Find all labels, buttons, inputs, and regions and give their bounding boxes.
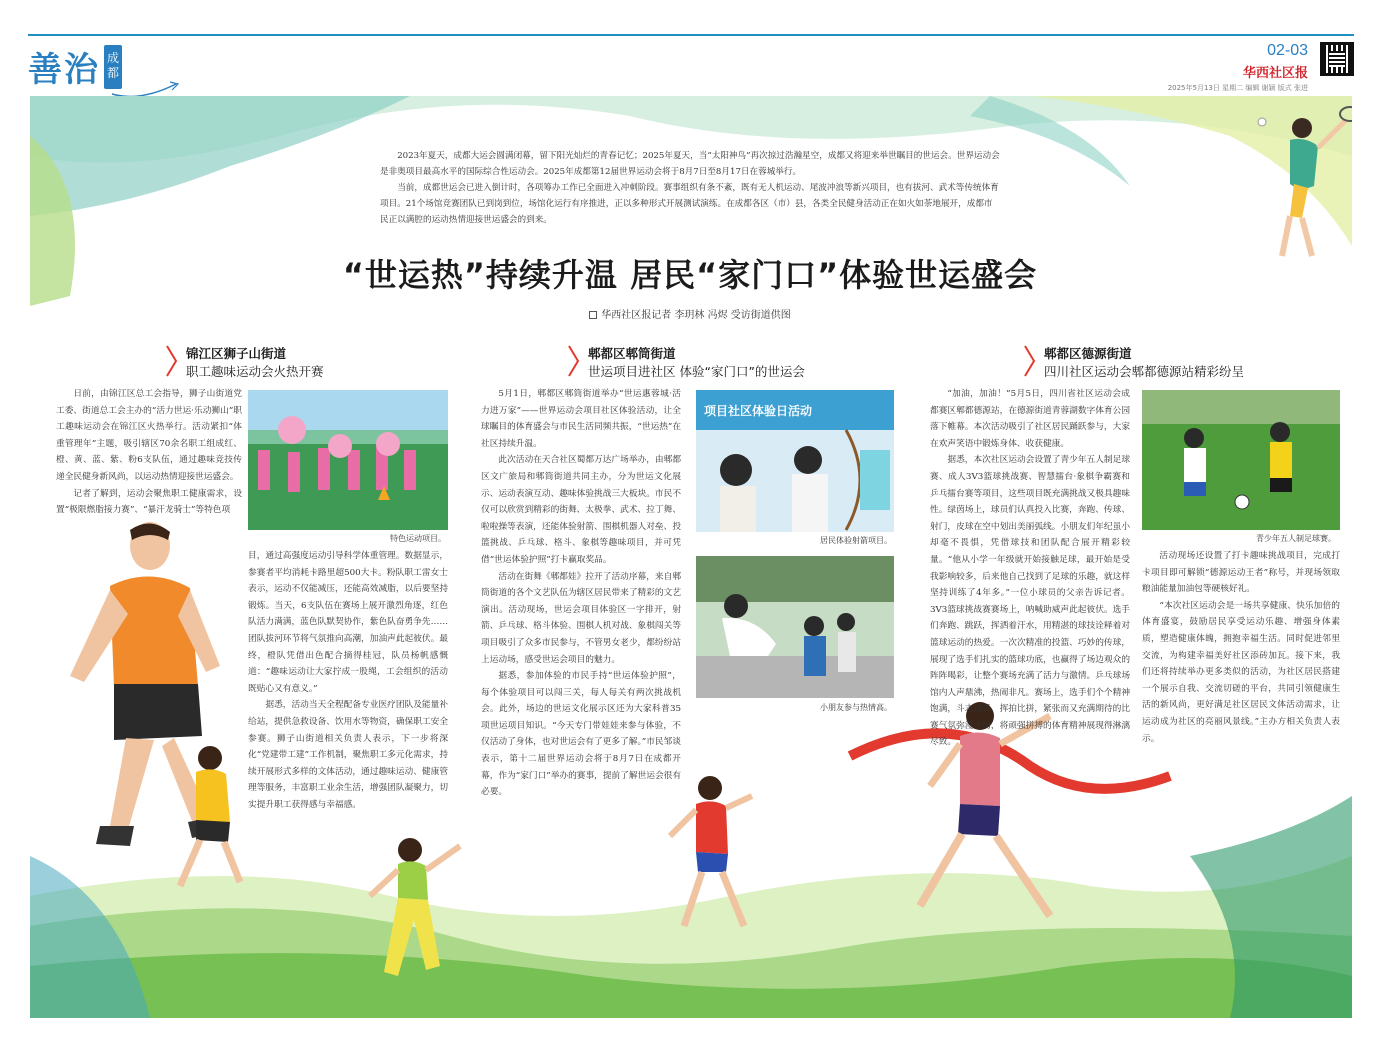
section-2-photo-1: [696, 390, 894, 532]
section-3-photo: [1142, 390, 1340, 530]
section-1-subtitle: 职工趣味运动会火热开赛: [186, 364, 324, 379]
brand-logo: [28, 42, 122, 91]
section-3-subtitle: 四川社区运动会郫都德源站精彩纷呈: [1044, 364, 1245, 379]
section-1-paragraph-1: 日前，由锦江区总工会指导，狮子山街道党工委、街道总工会主办的“活力世运·乐动狮山”职工趣味运动会在锦江区火热举行。活动紧扣“体重管理年”主题，吸引辖区70余名职工组成红、橙、黄、蓝、紫、粉6支队伍，通过趣味竞技传递全民健身新风尚，以运动热情迎接世运盛会。: [56, 389, 242, 482]
runner-woman-yellow-illustration: [180, 746, 240, 886]
section-3-paragraph-4: “本次社区运动会是一场共享健康、快乐加倍的体育盛宴，鼓励居民享受运动乐趣、增强身体素质，塑造健康体魄，拥抱幸福生活。同时促进邻里交流，为构建幸福美好社区添砖加瓦。接下来，我们还将持续举办更多类似的活动，为社区居民搭建一个展示自我、交流切磋的平台，共同引领健康生活的新风尚，更好满足社区居民文体活动需求，让运动成为社区的亮丽风景线。”主办方相关负责人表示。: [1142, 600, 1340, 744]
byline-text: 华西社区报记者 李玥林 冯烬 受访街道供图: [601, 310, 791, 321]
issue-info: [1168, 42, 1308, 93]
section-2-photo-2: [696, 556, 894, 698]
section-3-paragraph-3: 活动现场还设置了打卡趣味挑战项目，完成打卡项目即可解锁“德源运动王者”称号，并现场领取粮油能量加油包等硬核好礼。: [1142, 551, 1340, 595]
section-3-title: 郫都区德源街道: [1044, 346, 1132, 361]
section-1-column-a: [56, 386, 242, 519]
section-1-title: 锦江区狮子山街道: [186, 346, 287, 361]
section-chevron-icon: [1022, 344, 1036, 378]
section-2-photo-2-caption: 小朋友参与热情高。: [820, 703, 892, 712]
section-1-photo-caption: 特色运动项目。: [390, 534, 446, 543]
section-3-photo-caption: 青少年五人制足球赛。: [1256, 534, 1336, 543]
section-2-paragraph-3: 活动在街舞《郫都娃》拉开了活动序幕，来自郫筒街道的各个文艺队伍为辖区居民带来了精彩的文艺演出。活动现场，世运会项目体验区一字排开，射箭、乒乓球、格斗体验、围棋人机对战、象棋闯关等项目吸引了众多市民参与，不管男女老少，都纷纷站上运动场，感受世运会项目的魅力。: [481, 571, 681, 665]
qr-code-icon: [1320, 42, 1354, 76]
section-2-paragraph-2: 此次活动在天合社区蜀都万达广场举办，由郫都区文广旅局和郫筒街道共同主办，分为世运文化展示、运动表演互动、趣味体验挑战三大板块。市民不仅可以欣赏到精彩的街舞、太极拳、武术、拉丁舞、啦啦操等表演，还能体验射箭、围棋机器人对垒、投篮挑战、乒乓球、格斗、象棋等趣味项目，并可凭借“世运体验护照”打卡赢取奖品。: [481, 455, 681, 565]
brand-tag: 成都: [104, 45, 122, 89]
byline-marker-icon: [589, 311, 597, 319]
section-3-column-a: [930, 386, 1130, 751]
headline: “世运热”持续升温 居民“家门口”体验世运盛会: [342, 256, 1038, 294]
intro-paragraph-1: 2023年夏天，成都大运会圆满闭幕，留下阳光灿烂的青春记忆；2025年夏天，当“太阳神鸟”再次掠过浩瀚星空，成都又将迎来举世瞩目的世运会。世界运动会是非奥项目最高水平的国际综合性运动会。2025年成都第12届世界运动会将于8月7日至8月17日在蓉城举行。: [380, 151, 1000, 177]
section-1-column-b: [248, 548, 448, 814]
issue-meta: 2025年5月13日 星期二 编辑 谢颖 版式 张进: [1167, 84, 1308, 92]
section-1-paragraph-3: 据悉，活动当天全程配备专业医疗团队及能量补给站，提供急救设备、饮用水等物资，确保职工安全参赛。狮子山街道相关负责人表示，下一步将深化“党建带工建”工作机制，聚焦职工多元化需求，持续开展形式多样的文体活动，通过趣味运动、健康管理等服务，丰富职工业余生活，增强团队凝聚力，切实提升职工获得感与幸福感。: [248, 700, 449, 810]
intro-text: [380, 148, 1000, 228]
section-2-paragraph-4: 据悉，参加体验的市民手持“世运体验护照”，每个体验项目可以闯三关，每人每关有两次挑战机会。此外，场边的世运文化展示区还为大家科普35项世运项目知识。“今天专门带娃娃来参与体验，不仅活动了身体，也对世运会有了更多了解。”市民邹谈表示，第十二届世界运动会将于8月7日在成都开幕，作为“家门口”举办的赛事，提前了解世运会很有必要。: [481, 671, 682, 798]
section-2-paragraph-1: 5月1日，郫都区郫筒街道举办“世运惠蓉城·活力进万家”——世界运动会项目社区体验活动，让全球瞩目的体育盛会与市民生活同频共振，“世运热”在社区持续升温。: [481, 389, 682, 449]
page-numbers: 02-03: [1267, 42, 1308, 59]
section-2-photo-1-banner: 项目社区体验日活动: [704, 404, 813, 418]
section-2-photo-1-caption: 居民体验射箭项目。: [820, 536, 892, 545]
paper-name: 华西社区报: [1242, 66, 1308, 81]
masthead: [28, 34, 1354, 94]
section-1-photo: [248, 390, 448, 530]
byline: [0, 306, 1380, 321]
section-1-paragraph-2b: 目，通过高强度运动引导科学体重管理。数据显示，参赛者平均消耗卡路里超500大卡。粉队职工雷女士表示，运动不仅能减压，还能高效减脂，以后要坚持锻炼。当天，6支队伍在赛场上展开激烈角逐，红色队活力满满，蓝色队默契协作，紫色队奋勇争先……团队拔河环节将气氛推向高潮，加油声此起彼伏。最终，橙队凭借出色配合摘得桂冠，队员杨帆感慨道：“趣味运动让大家拧成一股绳，工会组织的活动既贴心又有意义。”: [248, 551, 448, 694]
section-chevron-icon: [566, 344, 580, 378]
brand-name: 善治: [28, 50, 100, 90]
section-1-paragraph-2: 记者了解到，运动会聚焦职工健康需求，设置“极限燃脂接力赛”、“暴汗龙骑士”等特色项: [56, 488, 242, 516]
section-3-paragraph-2: 据悉，本次社区运动会设置了青少年五人制足球赛、成人3V3篮球挑战赛、智慧擂台·象棋争霸赛和乒乓擂台赛等项目，这些项目既充满挑战又极具趣味性。绿茵场上，球员们认真投入比赛，奔跑、传球、射门，皮球在空中划出美丽弧线。小朋友们年纪虽小却毫不畏惧，凭借球技和团队配合展开精彩较量。“他从小学一年级就开始接触足球，最开始是受我影响较多，后来他自己找到了足球的乐趣，就这样坚持训练了4年多。”一位小球员的父亲告诉记者。3V3篮球挑战赛赛场上，呐喊助威声此起彼伏。选手们奔跑、跳跃，挥洒着汗水，用精湛的球技诠释着对篮球运动的热爱。一次次精准的投篮、巧妙的传球，展现了选手们扎实的篮球功底，也赢得了场边观众的阵阵喝彩，让整个赛场充满了活力与激情。乒乓球场馆内人声鼎沸，热闹非凡。赛场上，选手们个个精神饱满，斗志昂扬，挥拍比拼，紧张而又充满期待的比赛气氛弥漫全场，将顽强拼搏的体育精神展现得淋漓尽致。: [930, 455, 1130, 748]
section-2-column: [481, 386, 681, 801]
intro-paragraph-2: 当前，成都世运会已进入倒计时，各项筹办工作已全面进入冲刺阶段。赛事组织有条不紊，既有无人机运动、尾波冲浪等新兴项目，也有拔河、武术等传统体育项目。21个场馆竞赛团队已到岗到位，场馆化运行有序推进，正以多种形式开展测试演练。在成都各区（市）县，各类全民健身活动正在如火如荼地展开，成都市民正以满腔的运动热情迎接世运盛会的到来。: [380, 183, 999, 225]
section-2-title: 郫都区郫筒街道: [588, 346, 676, 361]
section-3-paragraph-1: “加油，加油！”5月5日，四川省社区运动会成都赛区郫都德源站，在德源街道青蓉湖数字体育公园落下帷幕。本次活动吸引了社区居民踊跃参与，大家在欢声笑语中锻炼身体、收获健康。: [930, 389, 1130, 449]
section-chevron-icon: [164, 344, 178, 378]
section-2-subtitle: 世运项目进社区 体验“家门口”的世运会: [588, 364, 805, 379]
section-3-column-b: [1142, 548, 1340, 747]
